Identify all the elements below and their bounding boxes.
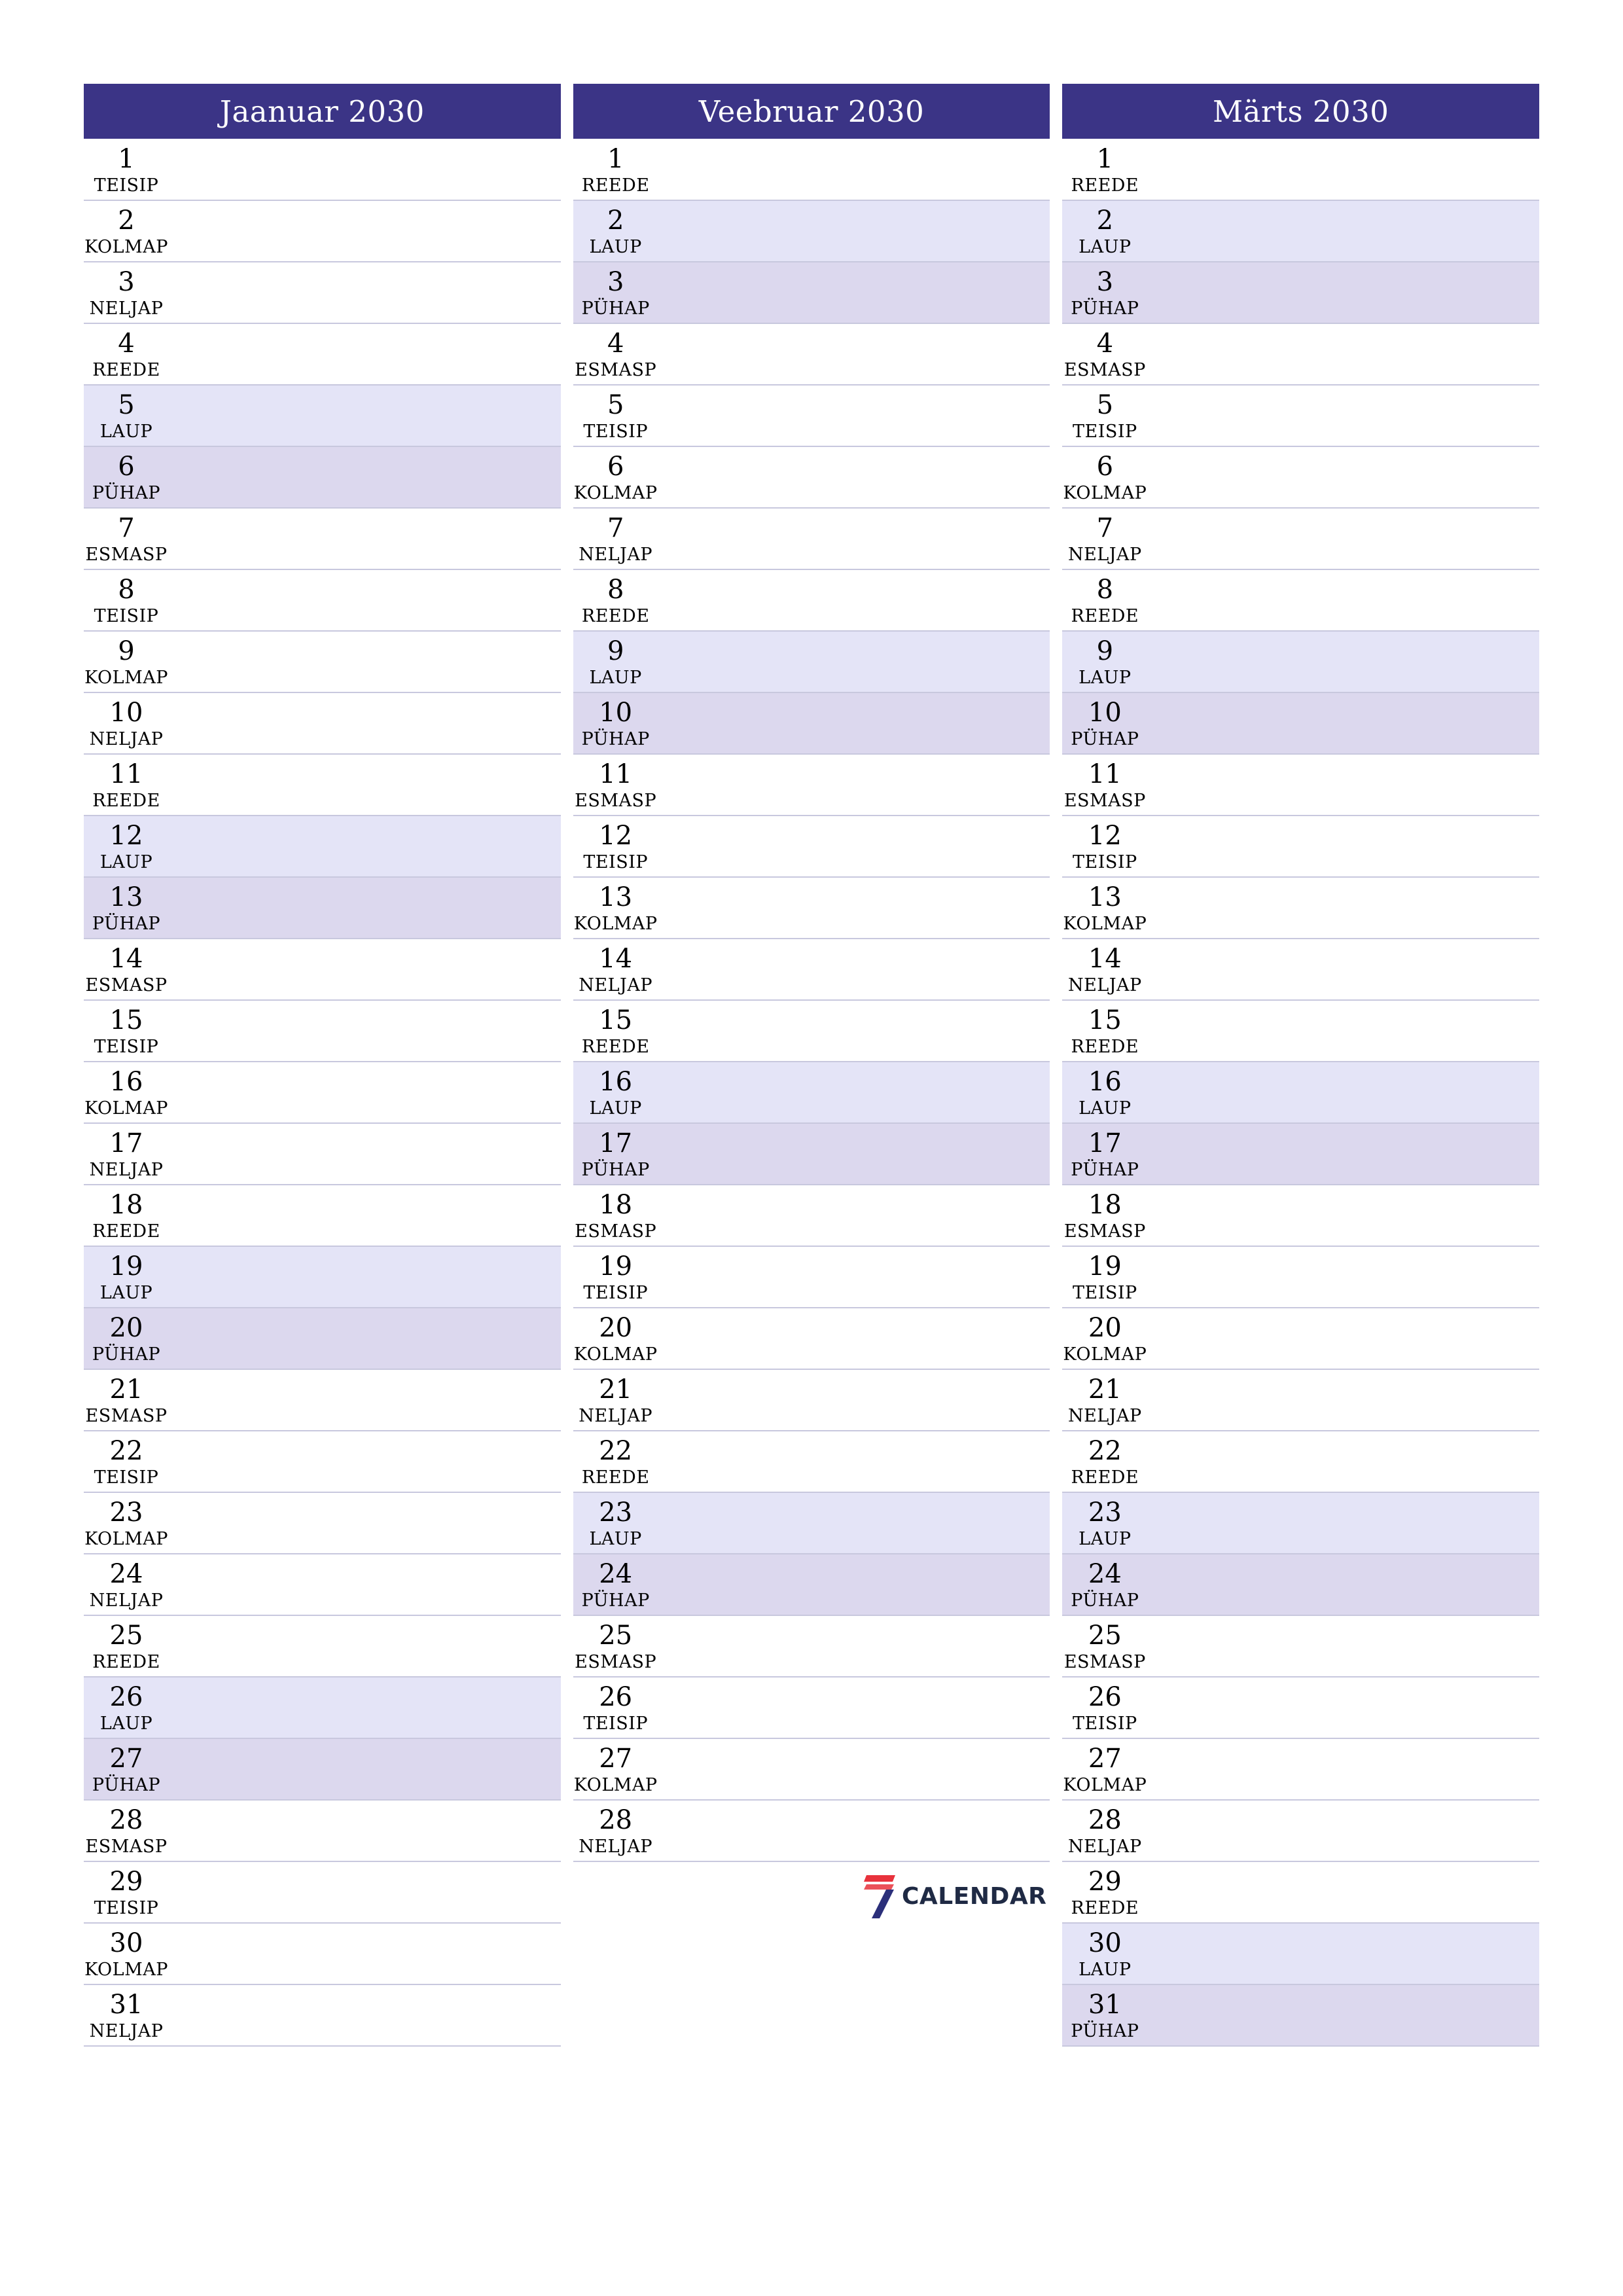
day-row — [84, 1616, 561, 1677]
day-row — [1062, 509, 1539, 570]
weekday-name: REEDE — [92, 1221, 160, 1242]
day-number: 5 — [607, 390, 624, 420]
day-number: 26 — [599, 1682, 633, 1712]
day-number: 28 — [109, 1805, 143, 1835]
day-row — [1062, 816, 1539, 878]
day-row — [1062, 1185, 1539, 1247]
day-number: 1 — [118, 144, 135, 174]
day-row — [1062, 1124, 1539, 1185]
day-row — [573, 1739, 1050, 1801]
brand-logo — [863, 1870, 1052, 1922]
day-row — [573, 570, 1050, 632]
day-row — [84, 262, 561, 324]
weekday-name: ESMASP — [575, 360, 657, 380]
day-number: 7 — [607, 513, 624, 543]
day-number: 26 — [109, 1682, 143, 1712]
day-row — [84, 201, 561, 262]
day-row — [1062, 1862, 1539, 1924]
weekday-name: ESMASP — [85, 545, 168, 565]
seven-logo-icon — [863, 1873, 897, 1920]
day-row — [84, 1985, 561, 2047]
day-row — [573, 509, 1050, 570]
weekday-name: TEISIP — [583, 1283, 649, 1303]
weekday-name: TEISIP — [583, 852, 649, 872]
day-number: 22 — [109, 1436, 143, 1466]
weekday-name: LAUP — [1079, 237, 1132, 257]
day-number: 30 — [1088, 1928, 1122, 1958]
day-number: 9 — [607, 636, 624, 666]
day-row — [1062, 939, 1539, 1001]
day-number: 15 — [599, 1005, 633, 1035]
weekday-name: LAUP — [589, 1529, 642, 1549]
day-row — [84, 693, 561, 755]
weekday-name: KOLMAP — [84, 1098, 168, 1119]
day-number: 7 — [1096, 513, 1114, 543]
weekday-name: TEISIP — [94, 1037, 159, 1057]
day-number: 14 — [1088, 944, 1122, 974]
day-number: 12 — [109, 821, 143, 851]
weekday-name: PÜHAP — [1071, 2021, 1139, 2041]
day-row — [1062, 386, 1539, 447]
day-number: 5 — [1096, 390, 1114, 420]
day-list — [84, 139, 561, 2047]
month-column — [1062, 84, 1539, 2047]
day-number: 20 — [599, 1313, 633, 1343]
weekday-name: REEDE — [1071, 1037, 1139, 1057]
weekday-name: KOLMAP — [573, 914, 658, 934]
day-number: 31 — [1088, 1990, 1122, 2020]
weekday-name: REEDE — [581, 1467, 650, 1488]
day-row — [1062, 1801, 1539, 1862]
day-number: 14 — [599, 944, 633, 974]
weekday-name: LAUP — [99, 1283, 153, 1303]
day-row — [84, 632, 561, 693]
weekday-name: REEDE — [1071, 1898, 1139, 1918]
weekday-name: ESMASP — [575, 1652, 657, 1672]
month-column — [573, 84, 1050, 2047]
day-row — [84, 1185, 561, 1247]
weekday-name: REEDE — [581, 606, 650, 626]
day-number: 30 — [109, 1928, 143, 1958]
weekday-name: PÜHAP — [581, 298, 650, 319]
day-number: 15 — [109, 1005, 143, 1035]
day-row — [84, 324, 561, 386]
day-number: 6 — [607, 452, 624, 482]
weekday-name: REEDE — [581, 1037, 650, 1057]
day-number: 17 — [1088, 1128, 1122, 1158]
day-number: 19 — [109, 1251, 143, 1282]
day-number: 19 — [599, 1251, 633, 1282]
day-number: 21 — [1088, 1374, 1122, 1405]
day-number: 8 — [1096, 575, 1114, 605]
day-number: 10 — [599, 698, 633, 728]
weekday-name: ESMASP — [575, 791, 657, 811]
weekday-name: REEDE — [92, 360, 160, 380]
day-row — [573, 1801, 1050, 1862]
day-row — [84, 1370, 561, 1431]
weekday-name: TEISIP — [1072, 1283, 1137, 1303]
weekday-name: LAUP — [99, 1713, 153, 1734]
day-row — [1062, 1308, 1539, 1370]
day-number: 16 — [599, 1067, 633, 1097]
day-row — [573, 1431, 1050, 1493]
day-row — [573, 816, 1050, 878]
day-row — [573, 1677, 1050, 1739]
day-number: 28 — [599, 1805, 633, 1835]
day-row — [573, 939, 1050, 1001]
weekday-name: NELJAP — [89, 1590, 164, 1611]
day-row — [84, 139, 561, 201]
day-number: 13 — [109, 882, 143, 912]
weekday-name: ESMASP — [1063, 1221, 1146, 1242]
day-row — [1062, 1739, 1539, 1801]
day-row — [84, 1124, 561, 1185]
day-row — [1062, 1554, 1539, 1616]
day-row — [84, 1062, 561, 1124]
weekday-name: TEISIP — [1072, 1713, 1137, 1734]
day-number: 13 — [1088, 882, 1122, 912]
weekday-name: NELJAP — [1067, 1837, 1142, 1857]
day-row — [573, 1001, 1050, 1062]
weekday-name: TEISIP — [94, 1467, 159, 1488]
weekday-name: NELJAP — [579, 1837, 653, 1857]
weekday-name: PÜHAP — [581, 729, 650, 749]
month-header: Märts 2030 — [1062, 84, 1539, 139]
weekday-name: LAUP — [589, 668, 642, 688]
day-number: 11 — [1088, 759, 1122, 789]
weekday-name: KOLMAP — [84, 237, 168, 257]
day-number: 2 — [1096, 206, 1114, 236]
day-row — [573, 386, 1050, 447]
weekday-name: KOLMAP — [84, 1529, 168, 1549]
day-row — [84, 1677, 561, 1739]
weekday-name: LAUP — [1079, 1960, 1132, 1980]
weekday-name: LAUP — [1079, 1098, 1132, 1119]
day-row — [573, 201, 1050, 262]
day-number: 2 — [607, 206, 624, 236]
weekday-name: PÜHAP — [581, 1160, 650, 1180]
weekday-name: PÜHAP — [92, 1344, 161, 1365]
day-row — [84, 1554, 561, 1616]
month-header: Jaanuar 2030 — [84, 84, 561, 139]
weekday-name: PÜHAP — [92, 1775, 161, 1795]
day-row — [84, 878, 561, 939]
day-row — [1062, 1431, 1539, 1493]
day-row — [573, 139, 1050, 201]
weekday-name: NELJAP — [89, 729, 164, 749]
day-row — [573, 1062, 1050, 1124]
day-number: 23 — [599, 1498, 633, 1528]
day-number: 27 — [599, 1744, 633, 1774]
day-number: 18 — [599, 1190, 633, 1220]
day-number: 21 — [599, 1374, 633, 1405]
day-row — [573, 693, 1050, 755]
weekday-name: TEISIP — [94, 1898, 159, 1918]
weekday-name: TEISIP — [583, 1713, 649, 1734]
day-row — [573, 1247, 1050, 1308]
day-row — [1062, 1985, 1539, 2047]
weekday-name: NELJAP — [1067, 545, 1142, 565]
day-row — [1062, 1001, 1539, 1062]
day-number: 27 — [1088, 1744, 1122, 1774]
day-number: 8 — [118, 575, 135, 605]
weekday-name: NELJAP — [579, 1406, 653, 1426]
day-number: 15 — [1088, 1005, 1122, 1035]
day-row — [573, 324, 1050, 386]
weekday-name: REEDE — [92, 1652, 160, 1672]
day-number: 29 — [109, 1867, 143, 1897]
day-row — [84, 447, 561, 509]
day-number: 5 — [118, 390, 135, 420]
weekday-name: NELJAP — [89, 298, 164, 319]
day-row — [1062, 324, 1539, 386]
day-number: 4 — [1096, 329, 1114, 359]
day-row — [1062, 201, 1539, 262]
weekday-name: LAUP — [589, 1098, 642, 1119]
day-number: 23 — [1088, 1498, 1122, 1528]
day-row — [84, 1493, 561, 1554]
day-number: 9 — [1096, 636, 1114, 666]
weekday-name: KOLMAP — [1063, 1775, 1147, 1795]
day-row — [573, 1185, 1050, 1247]
weekday-name: NELJAP — [89, 1160, 164, 1180]
day-row — [84, 755, 561, 816]
day-number: 4 — [118, 329, 135, 359]
day-number: 12 — [1088, 821, 1122, 851]
weekday-name: TEISIP — [94, 175, 159, 196]
day-row — [1062, 693, 1539, 755]
day-row — [573, 447, 1050, 509]
weekday-name: LAUP — [589, 237, 642, 257]
day-number: 12 — [599, 821, 633, 851]
day-number: 24 — [599, 1559, 633, 1589]
day-number: 3 — [607, 267, 624, 297]
day-number: 10 — [1088, 698, 1122, 728]
day-row — [84, 1308, 561, 1370]
day-number: 13 — [599, 882, 633, 912]
day-row — [84, 1862, 561, 1924]
weekday-name: PÜHAP — [1071, 298, 1139, 319]
day-row — [84, 570, 561, 632]
weekday-name: PÜHAP — [92, 914, 161, 934]
day-number: 21 — [109, 1374, 143, 1405]
day-row — [1062, 1370, 1539, 1431]
day-number: 24 — [109, 1559, 143, 1589]
weekday-name: REEDE — [1071, 175, 1139, 196]
day-row — [1062, 1247, 1539, 1308]
weekday-name: TEISIP — [1072, 422, 1137, 442]
day-number: 2 — [118, 206, 135, 236]
day-row — [84, 386, 561, 447]
weekday-name: PÜHAP — [1071, 729, 1139, 749]
day-row — [1062, 139, 1539, 201]
day-number: 14 — [109, 944, 143, 974]
day-number: 19 — [1088, 1251, 1122, 1282]
weekday-name: LAUP — [1079, 1529, 1132, 1549]
weekday-name: ESMASP — [85, 1837, 168, 1857]
day-number: 29 — [1088, 1867, 1122, 1897]
weekday-name: KOLMAP — [84, 668, 168, 688]
day-row — [1062, 1616, 1539, 1677]
weekday-name: REEDE — [92, 791, 160, 811]
day-row — [1062, 1493, 1539, 1554]
weekday-name: REEDE — [581, 175, 650, 196]
weekday-name: ESMASP — [575, 1221, 657, 1242]
weekday-name: LAUP — [99, 422, 153, 442]
weekday-name: ESMASP — [85, 975, 168, 996]
weekday-name: NELJAP — [579, 545, 653, 565]
day-number: 7 — [118, 513, 135, 543]
weekday-name: KOLMAP — [1063, 914, 1147, 934]
weekday-name: NELJAP — [89, 2021, 164, 2041]
weekday-name: ESMASP — [1063, 791, 1146, 811]
day-number: 22 — [599, 1436, 633, 1466]
day-number: 6 — [1096, 452, 1114, 482]
day-row — [84, 1801, 561, 1862]
day-number: 28 — [1088, 1805, 1122, 1835]
day-row — [1062, 262, 1539, 324]
day-row — [573, 755, 1050, 816]
weekday-name: PÜHAP — [92, 483, 161, 503]
weekday-name: KOLMAP — [84, 1960, 168, 1980]
day-number: 10 — [109, 698, 143, 728]
day-number: 22 — [1088, 1436, 1122, 1466]
day-row — [573, 1124, 1050, 1185]
weekday-name: ESMASP — [1063, 1652, 1146, 1672]
logo-text: CALENDAR — [902, 1882, 1047, 1910]
day-number: 25 — [1088, 1621, 1122, 1651]
day-number: 24 — [1088, 1559, 1122, 1589]
day-row — [573, 1493, 1050, 1554]
day-row — [1062, 1677, 1539, 1739]
weekday-name: KOLMAP — [573, 1775, 658, 1795]
day-number: 6 — [118, 452, 135, 482]
weekday-name: ESMASP — [85, 1406, 168, 1426]
day-row — [84, 1739, 561, 1801]
weekday-name: KOLMAP — [573, 483, 658, 503]
weekday-name: REEDE — [1071, 606, 1139, 626]
weekday-name: NELJAP — [1067, 1406, 1142, 1426]
day-number: 8 — [607, 575, 624, 605]
day-row — [84, 939, 561, 1001]
day-row — [84, 1924, 561, 1985]
day-row — [573, 262, 1050, 324]
day-number: 9 — [118, 636, 135, 666]
day-row — [573, 1308, 1050, 1370]
day-number: 18 — [1088, 1190, 1122, 1220]
weekday-name: NELJAP — [1067, 975, 1142, 996]
day-number: 17 — [599, 1128, 633, 1158]
day-row — [573, 1616, 1050, 1677]
day-number: 26 — [1088, 1682, 1122, 1712]
weekday-name: LAUP — [1079, 668, 1132, 688]
day-row — [1062, 447, 1539, 509]
day-number: 3 — [118, 267, 135, 297]
day-number: 18 — [109, 1190, 143, 1220]
day-row — [1062, 878, 1539, 939]
day-number: 27 — [109, 1744, 143, 1774]
weekday-name: TEISIP — [94, 606, 159, 626]
day-row — [84, 509, 561, 570]
day-number: 4 — [607, 329, 624, 359]
weekday-name: KOLMAP — [1063, 1344, 1147, 1365]
calendar-columns — [84, 84, 1539, 2047]
day-row — [84, 1247, 561, 1308]
weekday-name: TEISIP — [1072, 852, 1137, 872]
day-number: 11 — [599, 759, 633, 789]
day-number: 25 — [109, 1621, 143, 1651]
weekday-name: TEISIP — [583, 422, 649, 442]
day-number: 11 — [109, 759, 143, 789]
day-number: 3 — [1096, 267, 1114, 297]
weekday-name: KOLMAP — [573, 1344, 658, 1365]
day-row — [1062, 632, 1539, 693]
weekday-name: NELJAP — [579, 975, 653, 996]
day-row — [84, 1001, 561, 1062]
day-number: 1 — [607, 144, 624, 174]
weekday-name: KOLMAP — [1063, 483, 1147, 503]
day-number: 23 — [109, 1498, 143, 1528]
day-row — [1062, 1062, 1539, 1124]
day-number: 1 — [1096, 144, 1114, 174]
day-row — [573, 878, 1050, 939]
day-row — [84, 1431, 561, 1493]
day-number: 20 — [109, 1313, 143, 1343]
day-list — [1062, 139, 1539, 2047]
day-row — [1062, 755, 1539, 816]
day-row — [573, 632, 1050, 693]
day-row — [1062, 1924, 1539, 1985]
weekday-name: LAUP — [99, 852, 153, 872]
month-column — [84, 84, 561, 2047]
day-row — [573, 1554, 1050, 1616]
day-row — [84, 816, 561, 878]
day-number: 16 — [109, 1067, 143, 1097]
day-row — [1062, 570, 1539, 632]
day-number: 16 — [1088, 1067, 1122, 1097]
day-number: 25 — [599, 1621, 633, 1651]
weekday-name: ESMASP — [1063, 360, 1146, 380]
weekday-name: REEDE — [1071, 1467, 1139, 1488]
day-number: 20 — [1088, 1313, 1122, 1343]
day-number: 17 — [109, 1128, 143, 1158]
weekday-name: PÜHAP — [1071, 1590, 1139, 1611]
weekday-name: PÜHAP — [1071, 1160, 1139, 1180]
day-row — [573, 1370, 1050, 1431]
month-header: Veebruar 2030 — [573, 84, 1050, 139]
day-number: 31 — [109, 1990, 143, 2020]
weekday-name: PÜHAP — [581, 1590, 650, 1611]
day-list — [573, 139, 1050, 1862]
